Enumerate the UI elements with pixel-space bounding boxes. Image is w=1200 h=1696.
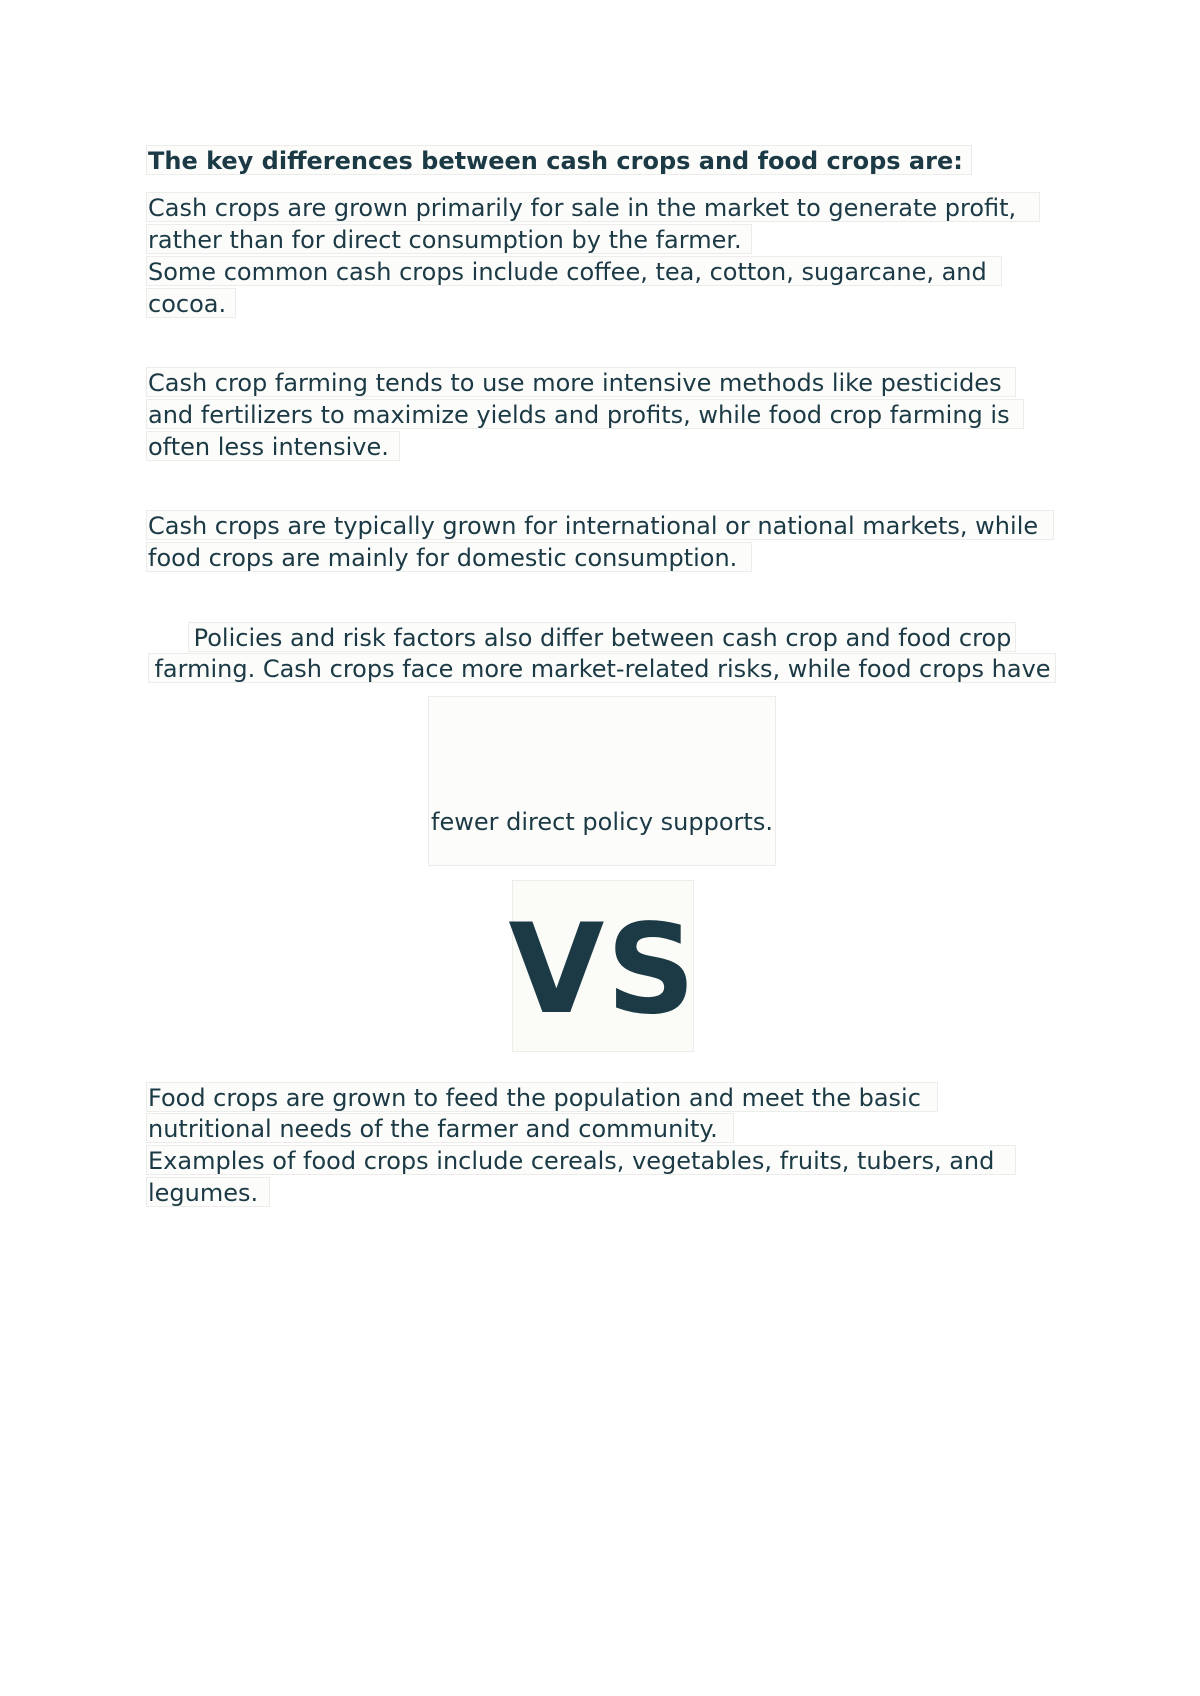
paragraph-2-line-3: often less intensive. [146,431,400,461]
paragraph-5-line-3: Examples of food crops include cereals, vegetables, fruits, tubers, and [146,1145,1016,1175]
paragraph-4-line-2: farming. Cash crops face more market-related risks, while food crops have [148,653,1056,683]
paragraph-2-line-2: and fertilizers to maximize yields and profits, while food crop farming is [146,399,1024,429]
paragraph-5-line-1: Food crops are grown to feed the population and meet the basic [146,1082,938,1112]
policy-text-box [428,696,776,866]
paragraph-5-line-4: legumes. [146,1177,270,1207]
paragraph-5-line-2: nutritional needs of the farmer and community. [146,1113,734,1143]
paragraph-4-line-1: Policies and risk factors also differ between cash crop and food crop [188,622,1016,652]
paragraph-1-line-2: rather than for direct consumption by the farmer. [146,224,752,254]
document-heading: The key differences between cash crops and food crops are: [146,145,972,175]
paragraph-4-line-3: fewer direct policy supports. [431,808,773,836]
paragraph-2-line-1: Cash crop farming tends to use more intensive methods like pesticides [146,367,1016,397]
vs-text: VS [508,898,698,1042]
paragraph-1-line-3: Some common cash crops include coffee, tea, cotton, sugarcane, and [146,256,1002,286]
paragraph-1-line-1: Cash crops are grown primarily for sale in the market to generate profit, [146,192,1040,222]
paragraph-3-line-1: Cash crops are typically grown for international or national markets, while [146,510,1054,540]
vs-graphic [508,880,698,1052]
paragraph-1-line-4: cocoa. [146,288,236,318]
paragraph-3-line-2: food crops are mainly for domestic consumption. [146,542,752,572]
